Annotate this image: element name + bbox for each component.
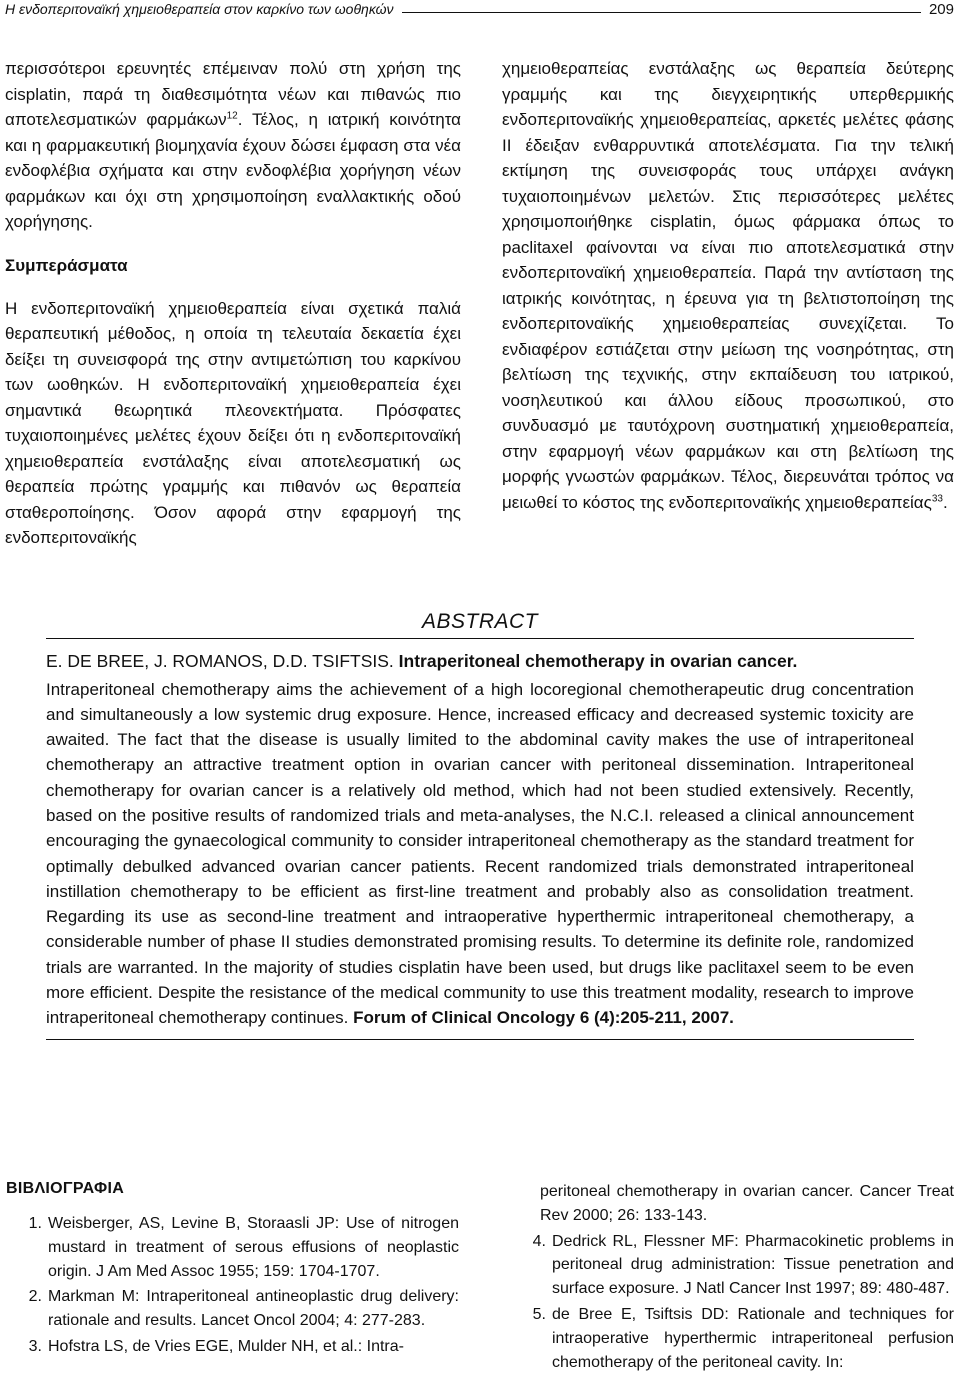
right-paragraph-end: . bbox=[942, 492, 948, 512]
reference-item bbox=[6, 1335, 459, 1359]
right-paragraph-text: χημειοθεραπείας ενστάλαξης ως θεραπεία δεύτερης γραμμής και της διεγχειρητικής υπερθερμικής ενδοπεριτοναϊκής χημειοθεραπείας, αρκετές μελέτες φάσης II έδειξαν ενθαρρυντικά αποτελέσματα. Για την τελική εκτίμηση της συνεισφοράς τους υπάρχει ανάγκη τυχαιοποιημένων μελετών. Στις περισσότερες μελέτες χρησιμοποιήθηκε cisplatin, όμως φάρμακα όπως το paclitaxel φαίνονται να είναι πιο αποτελεσματικά στην ενδοπεριτοναϊκή χημειοθεραπεία. Παρά την αντίσταση της ιατρικής κοινότητας, η έρευνα για τη βελτιστοποίηση της ενδοπεριτοναϊκής χημειοθεραπείας συνεχίζεται. Το ενδιαφέρον εστιάζεται στην μείωση της νοσηρότητας, στη βελτίωση της τεχνικής, στην εκπαίδευση του ιατρικού, νοσηλευτικού και άλλου είδους προσωπικού, στο συνδυασμό με ταυτόχρονη συστηματική χημειοθεραπεία, στην εφαρμογή νέων φαρμάκων και στη βελτίωση της μορφής γνωστών φαρμάκων. Τέλος, διερευνάται τρόπος να μειωθεί το κόστος της ενδοπεριτοναϊκής χημειοθεραπείας bbox=[502, 59, 954, 512]
running-title: Η ενδοπεριτοναϊκή χημειοθεραπεία στον καρκίνο των ωοθηκών bbox=[5, 1, 394, 17]
left-column bbox=[5, 56, 461, 551]
abstract-bottom-rule bbox=[46, 1039, 914, 1040]
abstract-authors: E. DE BREE, J. ROMANOS, D.D. TSIFTSIS. bbox=[46, 651, 394, 671]
right-column bbox=[502, 56, 954, 515]
abstract-title: Intraperitoneal chemotherapy in ovarian cancer. bbox=[398, 651, 798, 671]
reference-text: Hofstra LS, de Vries EGE, Mulder NH, et al.: Intra- bbox=[48, 1337, 404, 1355]
running-header bbox=[5, 0, 954, 18]
reference-superscript: 33 bbox=[931, 492, 943, 504]
reference-text: Weisberger, AS, Levine B, Storaasli JP: Use of nitrogen mustard in treatment of serous effusions of neoplastic origin. J Am Med Assoc 1955; 159: 1704-1707. bbox=[48, 1215, 459, 1280]
abstract-section bbox=[46, 610, 914, 1040]
reference-text: Markman M: Intraperitoneal antineoplastic drug delivery: rationale and results. Lancet Oncol 2004; 4: 277-283. bbox=[48, 1288, 459, 1330]
abstract-heading: ABSTRACT bbox=[421, 610, 538, 633]
references-heading: ΒΙΒΛΙΟΓΡΑΦΙΑ bbox=[6, 1180, 125, 1197]
reference-number: 3. bbox=[28, 1337, 42, 1355]
reference-item bbox=[510, 1303, 954, 1374]
reference-superscript: 12 bbox=[226, 110, 238, 122]
page-number: 209 bbox=[928, 0, 954, 18]
reference-item bbox=[6, 1212, 459, 1283]
conclusions-paragraph: Η ενδοπεριτοναϊκή χημειοθεραπεία είναι σχετικά παλιά θεραπευτική μέθοδος, η οποία τη τελευταία δεκαετία έχει δείξει τη συνεισφορά της στην αντιμετώπιση του καρκίνου των ωοθηκών. Η ενδοπεριτοναϊκή χημειοθεραπεία έχει σημαντικά θεωρητικά πλεονεκτήματα. Πρόσφατες τυχαιοποιημένες μελέτες έχουν δείξει ότι η ενδοπεριτοναϊκή χημειοθεραπεία ενστάλαξης είναι αποτελεσματική ως θεραπεία πρώτης γραμμής και πιθανόν ως θεραπεία σταθεροποίησης. Όσον αφορά στην εφαρμογή της ενδοπεριτοναϊκής bbox=[5, 298, 461, 547]
reference-text: de Bree E, Tsiftsis DD: Rationale and techniques for intraoperative hyperthermic intraperitoneal perfusion chemotherapy of the peritoneal cavity. In: bbox=[552, 1305, 954, 1371]
abstract-authors-line bbox=[46, 649, 914, 675]
reference-number: 5. bbox=[532, 1305, 546, 1323]
header-rule bbox=[402, 12, 921, 13]
reference-continuation: peritoneal chemotherapy in ovarian cancer. Cancer Treat Rev 2000; 26: 133-143. bbox=[540, 1183, 954, 1224]
reference-item bbox=[6, 1285, 459, 1333]
references-right bbox=[510, 1180, 954, 1376]
reference-number: 2. bbox=[28, 1288, 42, 1306]
references-left bbox=[6, 1212, 459, 1361]
left-paragraph-1-text: περισσότεροι ερευνητές επέμειναν πολύ στη χρήση της cisplatin, παρά τη διαθεσιμότητα νέων και πιθανώς πιο αποτελεσματικών φαρμάκων bbox=[5, 59, 461, 129]
right-paragraph bbox=[502, 56, 954, 515]
reference-number: 4. bbox=[532, 1232, 546, 1250]
reference-item bbox=[510, 1230, 954, 1301]
abstract-body-text: Intraperitoneal chemotherapy aims the achievement of a high locoregional chemotherapeutic drug concentration and simultaneously a low systemic drug exposure. Hence, increased efficacy and decreased systemic toxicity are awaited. The fact that the disease is usually limited to the abdominal cavity makes the use of intraperitoneal chemotherapy an attractive treatment option in ovarian cancer with peritoneal dissemination. Intraperitoneal chemotherapy for ovarian cancer is a relatively old method, which had not been studied extensively. Recently, based on the positive results of randomized trials and meta-analyses, the N.C.I. released a clinical announcement encouraging the gynaecological community to consider intraperitoneal chemotherapy as the standard treatment for optimally debulked advanced ovarian cancer patients. Recent randomized trials demonstrated intraperitoneal instillation chemotherapy to be efficient as first-line treatment and probably also as consolidation treatment. Regarding its use as second-line treatment and intraoperative hyperthermic intraperitoneal chemotherapy, a considerable number of phase II studies demonstrated promising results. To determine its definite role, randomized trials are warranted. In the majority of studies cisplatin have been used, but drugs like paclitaxel seem to be even more efficient. Despite the resistance of the medical community to use this treatment modality, research to improve intraperitoneal chemotherapy continues. bbox=[46, 679, 914, 1028]
section-heading-conclusions: Συμπεράσματα bbox=[5, 255, 128, 275]
abstract-body bbox=[46, 677, 914, 1031]
abstract-citation: Forum of Clinical Oncology 6 (4):205-211, 2007. bbox=[353, 1008, 734, 1028]
left-paragraph-1-continuation: . Τέλος, η ιατρική κοινότητα και η φαρμακευτική βιομηχανία έχουν δώσει έμφαση στα νέα ενδοφλέβια σχήματα και στην ενδοφλέβια χορήγηση νέων φαρμάκων και όχι στη χρησιμοποίηση εναλλακτικής οδού χορήγησης. bbox=[5, 110, 462, 231]
left-paragraph-1 bbox=[5, 56, 461, 235]
abstract-top-rule bbox=[46, 638, 914, 639]
reference-text: Dedrick RL, Flessner MF: Pharmacokinetic problems in peritoneal drug administration: Tissue penetration and surface exposure. J Natl Cancer Inst 1997; 89: 480-487. bbox=[552, 1232, 954, 1298]
reference-number: 1. bbox=[28, 1215, 42, 1232]
